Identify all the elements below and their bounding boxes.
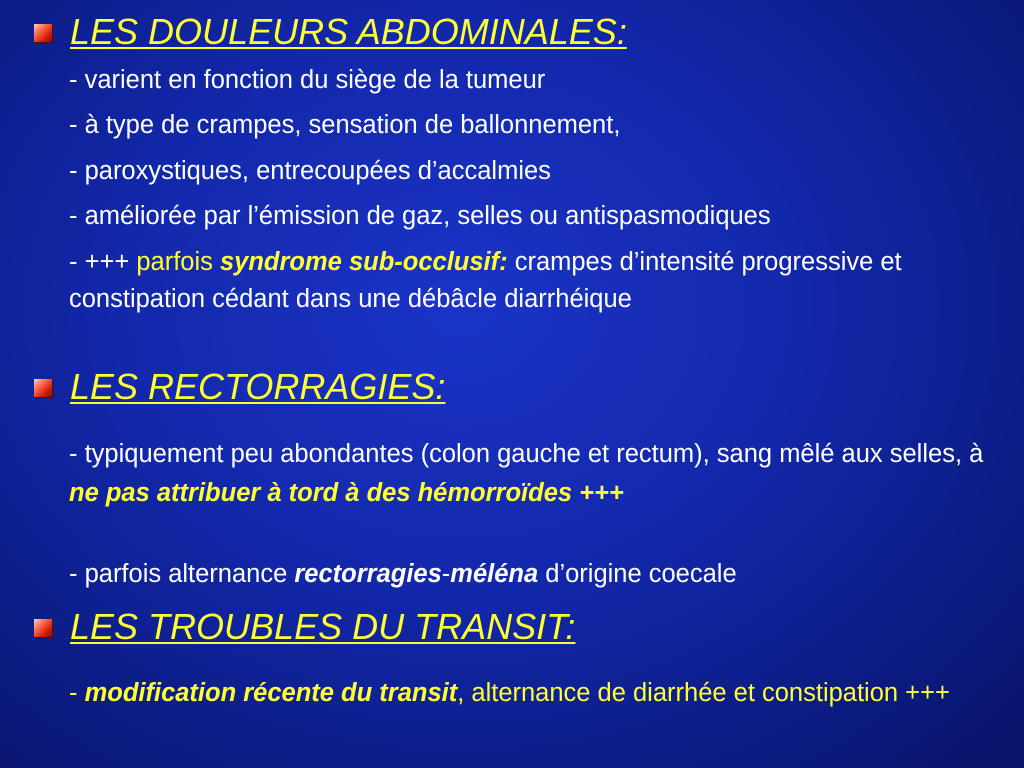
text-run-highlight: parfois	[136, 248, 213, 276]
text-run-emphasis: syndrome sub-occlusif:	[219, 248, 508, 276]
heading-rectal-bleeding: LES RECTORRAGIES:	[70, 366, 446, 407]
bullet-square-icon	[34, 619, 52, 637]
heading-transit: LES TROUBLES DU TRANSIT:	[70, 606, 576, 647]
text-run: , alternance de diarrhée et constipation +++	[457, 679, 950, 707]
text-run-emphasis: rectorragies	[294, 560, 442, 588]
text-run: d’origine coecale	[538, 560, 737, 588]
text-run: -	[441, 560, 451, 588]
text-run: - +++	[69, 248, 137, 276]
bullet-square-icon	[34, 24, 52, 42]
text-run-emphasis: méléna	[450, 560, 539, 588]
text-run: - typiquement peu abondantes (colon gauche et rectum), sang mêlé aux selles, à	[69, 440, 984, 468]
text-run: - parfois alternance	[69, 560, 295, 588]
text-run: crampes d’intensité progressive et constipation cédant dans une débâcle diarrhéique	[69, 248, 902, 313]
bullet-square-icon	[34, 379, 52, 397]
heading-abdominal-pain: LES DOULEURS ABDOMINALES:	[70, 11, 627, 52]
text-line: - améliorée par l’émission de gaz, selles ou antispasmodiques	[69, 202, 771, 230]
text-run-emphasis: ne pas attribuer à tord à des hémorroïdes +++	[69, 479, 624, 507]
text-line: - à type de crampes, sensation de ballonnement,	[69, 111, 621, 139]
text-run-emphasis: modification récente du transit	[84, 679, 458, 707]
text-run: -	[69, 679, 85, 707]
text-paragraph-melena	[69, 556, 1014, 592]
text-paragraph-transit	[69, 673, 1014, 713]
text-line: - paroxystiques, entrecoupées d’accalmies	[69, 157, 551, 185]
text-paragraph-sub-occlusion	[69, 244, 1014, 318]
text-line: - varient en fonction du siège de la tumeur	[69, 66, 546, 94]
text-paragraph-bleeding	[69, 435, 1014, 513]
